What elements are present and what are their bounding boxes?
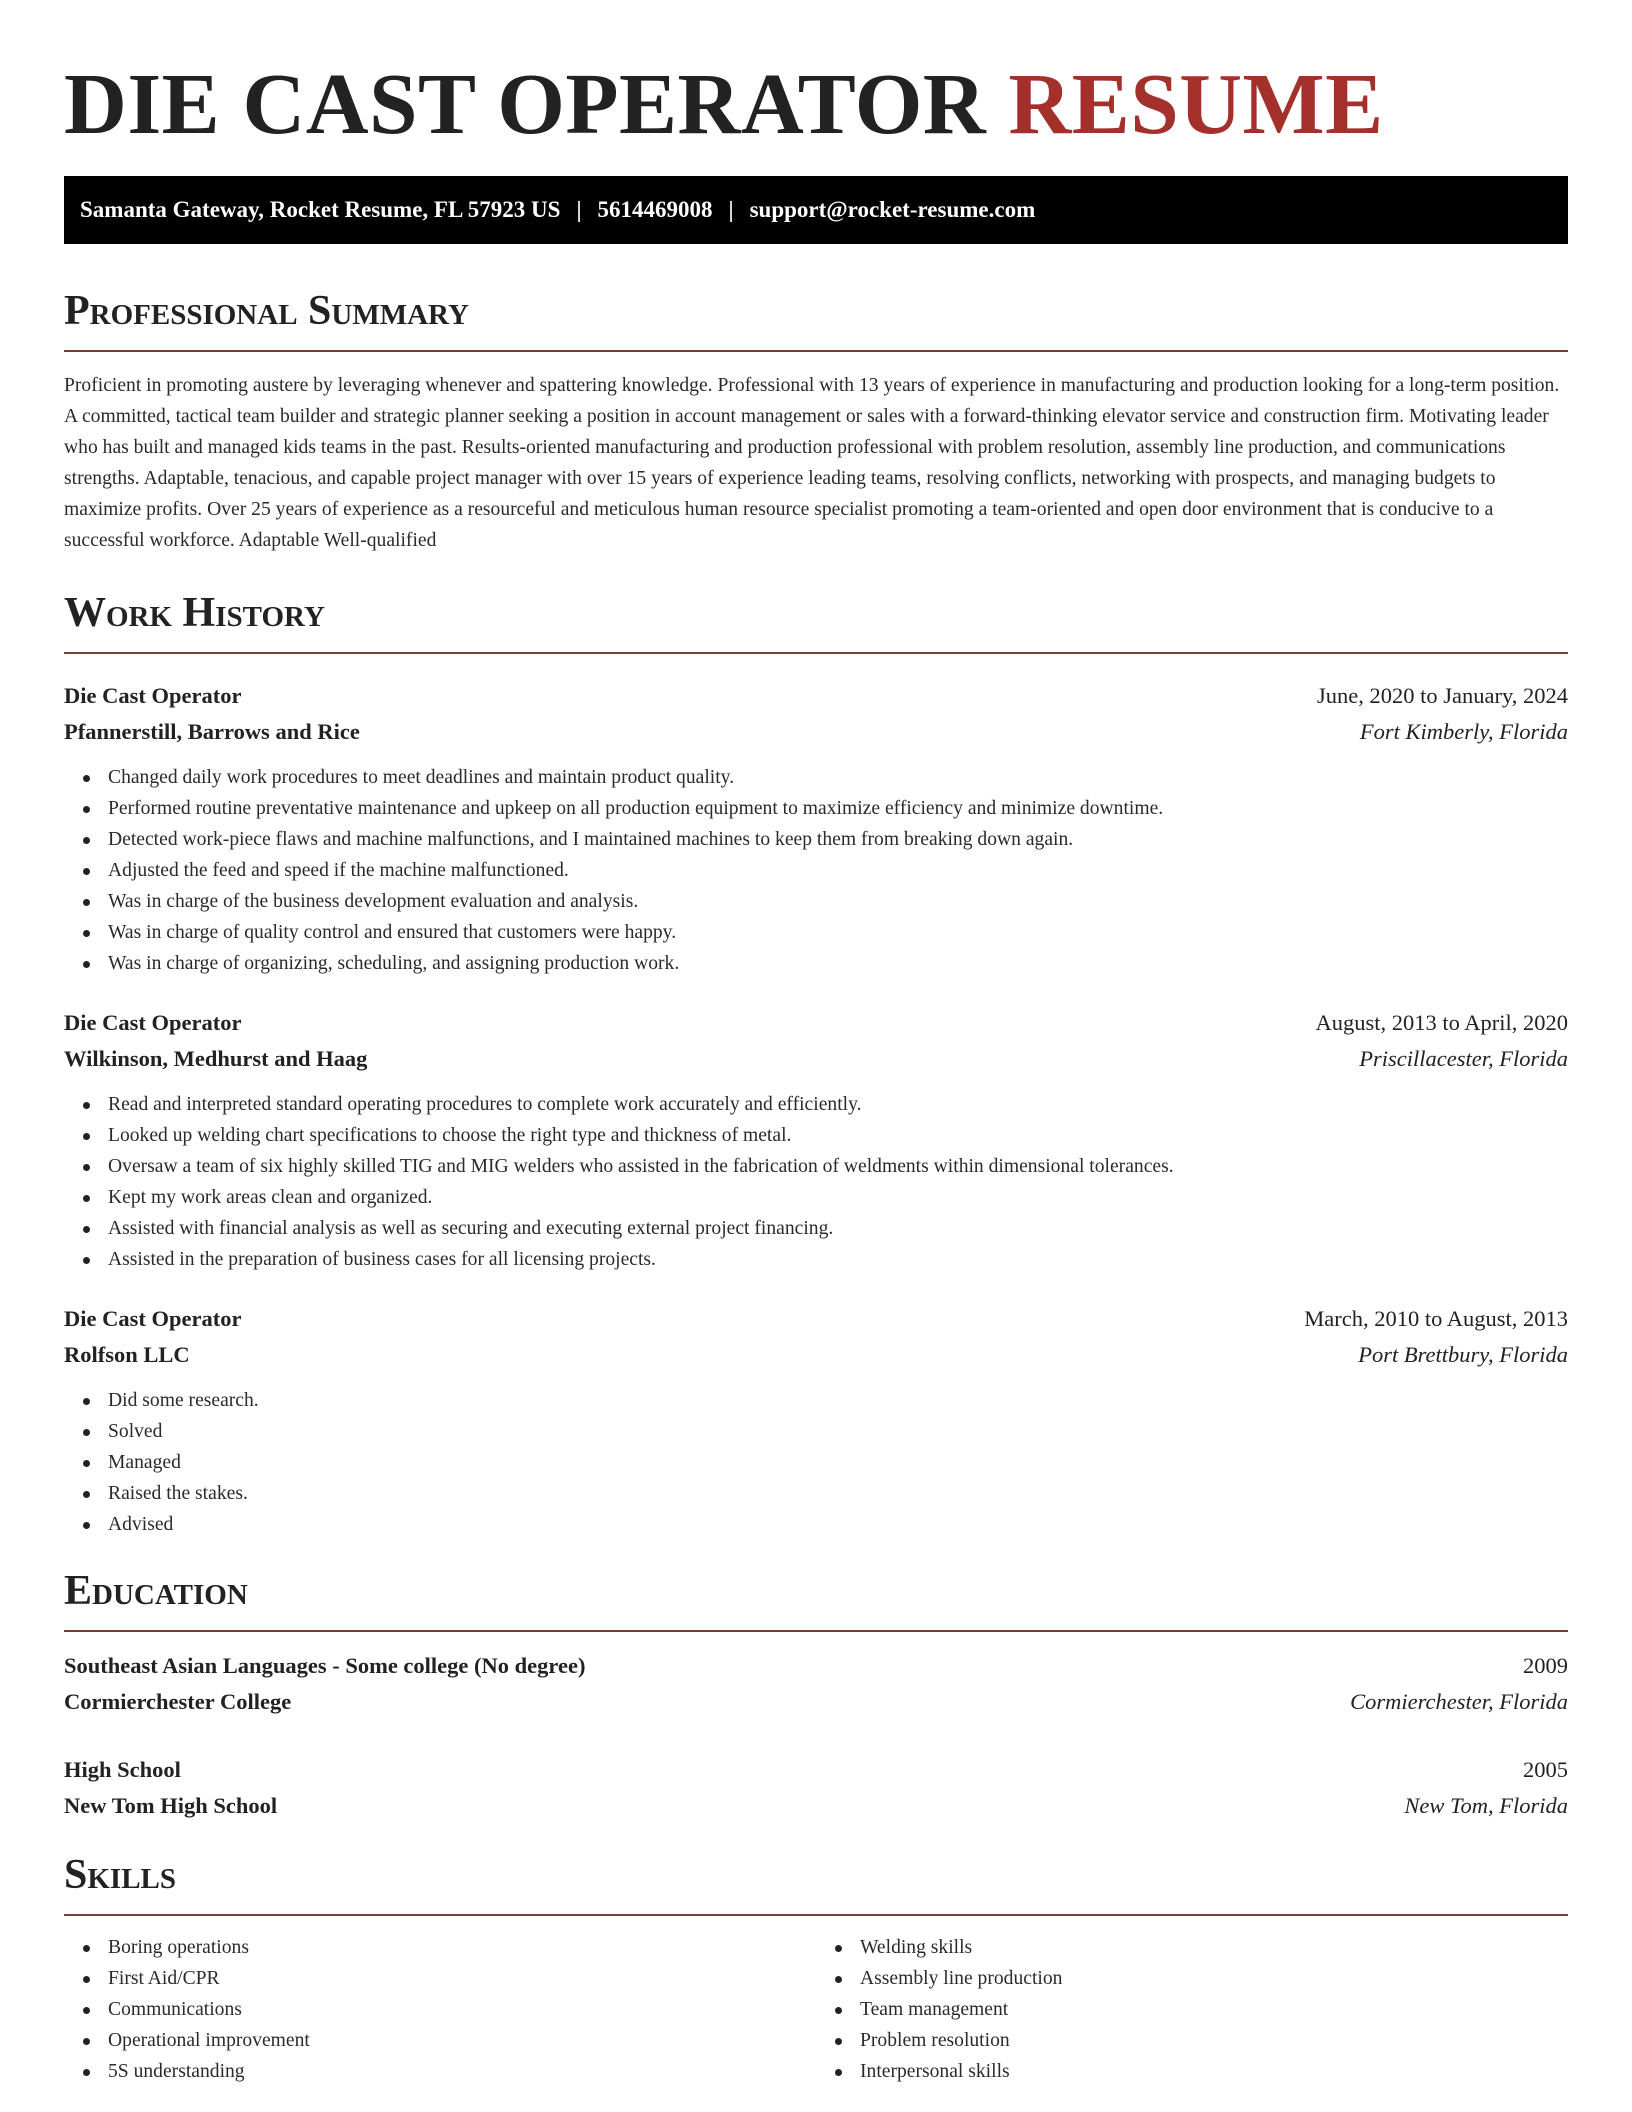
job-entry — [64, 1301, 1568, 1540]
education-school: Cormierchester College — [64, 1689, 292, 1714]
job-bullet: Changed daily work procedures to meet deadlines and maintain product quality. — [108, 762, 1568, 793]
job-bullet: Was in charge of organizing, scheduling, and assigning production work. — [108, 948, 1568, 979]
summary-text: Proficient in promoting austere by leveraging whenever and spattering knowledge. Professional with 13 years of experience in manufacturing and production looking for a long-term position. A committed, tactical team builder and strategic planner seeking a position in account management or sales with a forward-thinking elevator service and construction firm. Motivating leader who has built and managed kids teams in the past. Results-oriented manufacturing and production professional with problem resolution, assembly line production, and communications strengths. Adaptable, tenacious, and capable project manager with over 15 years of experience leading teams, resolving conflicts, networking with prospects, and managing budgets to maximize profits. Over 25 years of experience as a resourceful and meticulous human resource specialist promoting a team-oriented and open door environment that is conducive to a successful workforce. Adaptable Well-qualified — [64, 375, 1560, 551]
skill-item: Team management — [860, 1994, 1568, 2025]
job-location: Priscillacester, Florida — [1359, 1046, 1568, 1071]
job-bullet: Read and interpreted standard operating procedures to complete work accurately and efficiently. — [108, 1089, 1568, 1120]
job-title: Die Cast Operator — [64, 683, 242, 708]
education-entry — [64, 1752, 1568, 1824]
job-dates: August, 2013 to April, 2020 — [1315, 1010, 1568, 1035]
job-title-row — [64, 1301, 1568, 1337]
education-entry — [64, 1648, 1568, 1720]
skill-item: Operational improvement — [108, 2025, 816, 2056]
education-school-row — [64, 1684, 1568, 1720]
skill-item: Assembly line production — [860, 1963, 1568, 1994]
job-bullet: Detected work-piece flaws and machine malfunctions, and I maintained machines to keep them from breaking down again. — [108, 824, 1568, 855]
education-degree-row — [64, 1752, 1568, 1788]
contact-email: support@rocket-resume.com — [749, 197, 1036, 222]
contact-separator: | — [728, 197, 734, 222]
education-school-row — [64, 1788, 1568, 1824]
education-year: 2005 — [1523, 1757, 1568, 1782]
job-bullet-list — [64, 1385, 1568, 1540]
resume-title — [64, 0, 1568, 154]
skill-item: Communications — [108, 1994, 816, 2025]
job-bullet: Looked up welding chart specifications to choose the right type and thickness of metal. — [108, 1120, 1568, 1151]
job-bullet: Assisted with financial analysis as well as securing and executing external project financing. — [108, 1213, 1568, 1244]
job-bullet: Oversaw a team of six highly skilled TIG and MIG welders who assisted in the fabrication of weldments within dimensional tolerances. — [108, 1151, 1568, 1182]
contact-separator: | — [576, 197, 582, 222]
section-heading-education: Education — [64, 1564, 1568, 1632]
job-title: Die Cast Operator — [64, 1010, 242, 1035]
job-bullet: Did some research. — [108, 1385, 1568, 1416]
job-bullet: Solved — [108, 1416, 1568, 1447]
skills-list-left — [64, 1932, 816, 2087]
skill-item: Welding skills — [860, 1932, 1568, 1963]
job-dates: March, 2010 to August, 2013 — [1304, 1306, 1568, 1331]
job-company: Rolfson LLC — [64, 1342, 190, 1367]
section-heading-work-history: Work History — [64, 586, 1568, 654]
job-bullet: Raised the stakes. — [108, 1478, 1568, 1509]
job-company: Pfannerstill, Barrows and Rice — [64, 719, 360, 744]
job-bullet: Kept my work areas clean and organized. — [108, 1182, 1568, 1213]
skill-item: Problem resolution — [860, 2025, 1568, 2056]
job-company-row — [64, 1337, 1568, 1373]
job-title: Die Cast Operator — [64, 1306, 242, 1331]
education-degree-row — [64, 1648, 1568, 1684]
education-degree: Southeast Asian Languages - Some college (No degree) — [64, 1653, 586, 1678]
job-company-row — [64, 1041, 1568, 1077]
job-bullet: Assisted in the preparation of business cases for all licensing projects. — [108, 1244, 1568, 1275]
skill-item: Boring operations — [108, 1932, 816, 1963]
job-company-row — [64, 714, 1568, 750]
section-heading-summary: Professional Summary — [64, 284, 1568, 352]
job-title-row — [64, 678, 1568, 714]
contact-bar — [64, 176, 1568, 244]
job-bullet: Adjusted the feed and speed if the machine malfunctioned. — [108, 855, 1568, 886]
job-bullet-list — [64, 762, 1568, 979]
job-bullet: Was in charge of the business development evaluation and analysis. — [108, 886, 1568, 917]
job-bullet: Advised — [108, 1509, 1568, 1540]
job-location: Port Brettbury, Florida — [1358, 1342, 1568, 1367]
education-degree: High School — [64, 1757, 181, 1782]
education-school: New Tom High School — [64, 1793, 278, 1818]
education-year: 2009 — [1523, 1653, 1568, 1678]
job-title-row — [64, 1005, 1568, 1041]
education-location: New Tom, Florida — [1404, 1793, 1568, 1818]
job-dates: June, 2020 to January, 2024 — [1316, 683, 1568, 708]
job-bullet: Performed routine preventative maintenance and upkeep on all production equipment to maximize efficiency and minimize downtime. — [108, 793, 1568, 824]
skill-item: First Aid/CPR — [108, 1963, 816, 1994]
job-bullet: Was in charge of quality control and ensured that customers were happy. — [108, 917, 1568, 948]
job-location: Fort Kimberly, Florida — [1359, 719, 1568, 744]
title-main: DIE CAST OPERATOR — [64, 55, 987, 152]
skill-item: 5S understanding — [108, 2056, 816, 2087]
job-company: Wilkinson, Medhurst and Haag — [64, 1046, 368, 1071]
education-location: Cormierchester, Florida — [1350, 1689, 1568, 1714]
skills-list-right — [816, 1932, 1568, 2087]
job-entry — [64, 678, 1568, 979]
section-heading-skills: Skills — [64, 1848, 1568, 1916]
job-bullet: Managed — [108, 1447, 1568, 1478]
job-entry — [64, 1005, 1568, 1275]
contact-phone: 5614469008 — [597, 197, 713, 222]
skills-grid — [64, 1932, 1568, 2087]
contact-address: Samanta Gateway, Rocket Resume, FL 57923 US — [80, 197, 561, 222]
title-accent: RESUME — [1008, 55, 1384, 152]
job-bullet-list — [64, 1089, 1568, 1275]
skill-item: Interpersonal skills — [860, 2056, 1568, 2087]
